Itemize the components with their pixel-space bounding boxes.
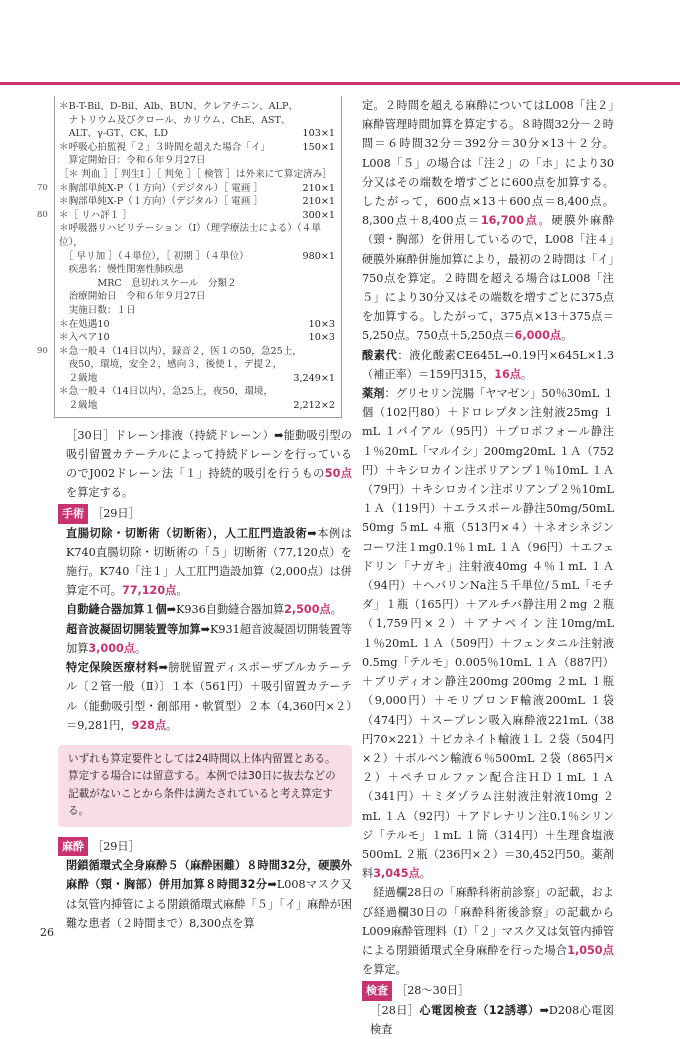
claim-row xyxy=(59,250,335,264)
claim-row-text: 夜50，環境，安全２，感向３，後使１，デ提２， xyxy=(59,359,283,371)
claim-row-text: ＊胸部単純X-P（１方向）（デジタル）［ 電画 ］ xyxy=(59,196,263,208)
surgery-tag: 手術 xyxy=(58,504,88,523)
exam-paragraph: ［28日］心電図検査（12誘導）➡D208心電図検査 xyxy=(370,1003,614,1036)
surgery-paragraph-2: 自動縫合器加算１個➡K936自動縫合器加算2,500点。 xyxy=(66,603,342,617)
claim-row xyxy=(59,331,335,345)
claim-row xyxy=(59,372,335,386)
claim-row xyxy=(59,263,335,277)
claim-row xyxy=(59,168,335,182)
claim-row xyxy=(59,222,335,249)
claim-row-text: ＊胸部単純X-P（１方向）（デジタル）［ 電画 ］ xyxy=(59,182,263,194)
claim-row-text: ＊B-T-Bil、D-Bil、Alb、BUN、クレアチニン、ALP、 xyxy=(59,101,299,112)
claim-row xyxy=(37,345,335,359)
oxygen-paragraph: 酸素代：液化酸素CE645L→0.19円×645L×1.3（補正率）＝159円315，16点。 xyxy=(362,348,614,381)
header-rule xyxy=(0,82,680,85)
claim-row-text: 実施日数：１日 xyxy=(59,304,136,316)
claim-row-text: 疾患名：慢性閉塞性肺疾患 xyxy=(59,264,184,276)
page-number: 26 xyxy=(40,926,54,939)
claim-row xyxy=(59,277,335,291)
claim-row-points xyxy=(331,385,335,399)
claim-row-points: 3,249×1 xyxy=(293,372,335,384)
claim-row-points xyxy=(331,263,335,277)
claim-row-points: 10×3 xyxy=(308,332,335,344)
claim-row xyxy=(59,290,335,304)
claim-row-text: ［＊ 判血 ］［ 判生Ⅰ ］［ 判免 ］［ 検管 ］は外来にて算定済み］ xyxy=(59,168,332,180)
claim-row-text: ２級地 xyxy=(59,400,98,412)
claim-row-text: ＊呼吸心拍監視「２」３時間を超えた場合「イ」 xyxy=(59,141,271,153)
surgery-paragraph-4: 特定保険医療材料➡膀胱留置ディスポーザブルカテーテル〔２管一般（Ⅱ）〕１本（561円）＋吸引留置カテーテル（能動吸引型・創部用・軟質型）２本（4,360円×２）＝9,281円，928点。 xyxy=(66,661,352,732)
claim-row xyxy=(37,209,335,223)
drain-paragraph: ［30日］ドレーン排液（持続ドレーン）➡能動吸引型の吸引留置カテーテルによって持続ドレーンを行っているのでJ002ドレーン法「１」持続的吸引を行うもの50点を算定する。 xyxy=(66,428,352,500)
surgery-section-header: 手術 ［29日］ xyxy=(58,504,352,523)
claim-row-points xyxy=(331,100,335,114)
claim-row-points xyxy=(331,277,335,291)
claim-row xyxy=(59,195,335,209)
claim-row-points xyxy=(331,304,335,318)
claim-row-text: ＊急一般４（14日以内），急25上，夜50，環境， xyxy=(59,386,274,398)
claim-row xyxy=(59,399,335,413)
claim-row-text: MRC 息切れスケール 分類２ xyxy=(59,277,237,289)
claim-row-points: 10×3 xyxy=(308,318,335,330)
exam-tag: 検査 xyxy=(362,981,392,1000)
claim-row-text: 治療開始日 令和６年９月27日 xyxy=(59,291,206,303)
claim-row xyxy=(59,385,335,399)
claim-row xyxy=(59,304,335,318)
claim-row-points xyxy=(331,168,335,182)
surgery-paragraph-1: 直腸切除・切断術（切断術），人工肛門造設術➡本例はK740直腸切除・切断術の「５」切断術（77,120点）を施行。K740「注１」人工肛門造設加算（2,000点）は併算定不可。77,120点。 xyxy=(66,526,352,598)
claim-row-points xyxy=(331,345,335,359)
anesthesia-tag: 麻酔 xyxy=(58,837,88,856)
claim-row-text: ＊［ リハ評１ ］ xyxy=(59,209,132,221)
claim-row-points: 210×1 xyxy=(302,182,335,194)
line-number: 80 xyxy=(37,209,48,220)
claim-row xyxy=(37,182,335,196)
claim-row-points xyxy=(331,154,335,168)
claim-box xyxy=(37,96,342,418)
note-box: いずれも算定要件としては24時間以上体内留置とある。算定する場合には留意する。本例では30日に抜去などの記載がないことから条件は満たされていると考え算定する。 xyxy=(58,745,352,827)
claim-row-points: 103×1 xyxy=(302,128,335,140)
claim-row-text: ２級地 xyxy=(59,372,98,384)
claim-row-text: ＊急一般４（14日以内），録音２，医１の50，急25上， xyxy=(59,345,302,357)
claim-row-text: ALT、γ-GT、CK、LD xyxy=(59,128,168,140)
anesthesia-paragraph: 閉鎖循環式全身麻酔５（麻酔困難）８時間32分，硬膜外麻酔（頸・胸部）併用加算８時間32分➡L008マスク又は気管内挿管による閉鎖循環式麻酔「５」「イ」麻酔が困難な患者（２時間まで）8,300点を算 xyxy=(66,859,352,930)
claim-row-points xyxy=(331,290,335,304)
claim-row-text: 算定開始日：令和６年９月27日 xyxy=(59,155,206,167)
claim-row xyxy=(59,154,335,168)
claim-row-text: ＊在処遇10 xyxy=(59,318,110,330)
claim-row xyxy=(59,100,335,114)
claim-row-points: 300×1 xyxy=(302,209,335,221)
claim-row-text: ［ 早リ加 ］（４単位），［ 初期 ］（４単位） xyxy=(59,250,249,262)
claim-row-points xyxy=(331,358,335,372)
exam-section-header: 検査 ［28〜30日］ xyxy=(362,981,614,1000)
claim-row-points: 210×1 xyxy=(302,196,335,208)
claim-row-text: ＊呼吸器リハビリテーション（Ⅰ）（理学療法士による）（４単位）， xyxy=(59,223,321,248)
drug-paragraph: 薬剤：グリセリン浣腸「ヤマゼン」50％30mL １個（102円80）＋ドロレプタン注射液25mg １mL １バイアル（95円）＋プロポフォール静注１％20mL「マルイシ」200mg20mL １Ａ（752円）＋キシロカイン注ポリアンプ１％10mL １Ａ（79円）＋キシロカイン注ポリアンプ２％10mL １Ａ（119円）＋エラスポール静注50mg/50mL 50mg ５mL ４瓶（513円×４）＋ネオシネジンコーワ注１mg0.1％１mL １Ａ（96円）＋エフェドリン「ナガキ」注射液40mg ４％１mL １Ａ（94円）＋ヘパリンNa注５千単位/５mL「モチダ」１瓶（165円）＋アルチバ静注用２mg ２瓶（1,759円×２）＋アナペイン注10mg/mL １％20mL １Ａ（509円）＋フェンタニル注射液0.5mg「テルモ」0.005％10mL １Ａ（887円）＋ブリディオン静注200mg 200mg ２mL １瓶（9,000円）＋モリプロンF輸液200mL １袋（474円）＋スープレン吸入麻酔液221mL（38円70×221）＋ビカネイト輸液１Ｌ ２袋（504円×２）＋ボルベン輸液６％500mL ２袋（865円×２）＋ペチロルファン配合注ＨＤ１mL １Ａ（341円）＋ミダゾラム注射液注射液10mg ２mL １Ａ（92円）＋アドレナリン注0.1％シリンジ「テルモ」１mL １筒（314円）＋生理食塩液500mL ２瓶（236円×２）＝30,452円50。薬剤料3,045点。 xyxy=(362,387,614,881)
claim-row-points xyxy=(331,114,335,128)
claim-row xyxy=(59,358,335,372)
claim-row-points xyxy=(331,222,335,249)
management-paragraph: 経過欄28日の「麻酔科術前診察」の記載，および経過欄30日の「麻酔科術後診察」の記載からL009麻酔管理料（Ⅰ）「２」マスク又は気管内挿管による閉鎖循環式全身麻酔を行った場合1,050点を算定。 xyxy=(362,886,614,977)
claim-row-points: 2,212×2 xyxy=(293,400,335,412)
anesthesia-continued: 定。２時間を超える麻酔についてはL008「注２」麻酔管理時間加算を算定する。８時間32分－２時間＝６時間32分＝392分＝30分×13＋２分。L008「５」の場合は「注２」の「ホ」により30分又はその端数を増すごとに600点を加算する。したがって，600点×13＋600点＝8,400点。8,300点＋8,400点＝16,700点。硬膜外麻酔（頸・胸部）を併用しているので，L008「注４」硬膜外麻酔併施加算により，最初の２時間は「イ」750点を算定。２時間を超える場合はL008「注５」により30分又はその端数を増すごとに375点を加算する。したがって，375点×13＋375点＝5,250点。750点＋5,250点＝6,000点。 xyxy=(362,99,614,343)
anesthesia-section-header: 麻酔 ［29日］ xyxy=(58,837,352,856)
line-number: 90 xyxy=(37,345,48,356)
surgery-paragraph-3: 超音波凝固切開装置等加算➡K931超音波凝固切開装置等加算3,000点。 xyxy=(66,622,352,655)
claim-row xyxy=(59,114,335,128)
claim-row-points: 980×1 xyxy=(302,250,335,262)
claim-row-text: ナトリウム及びクロール、カリウム、ChE、AST、 xyxy=(59,114,291,126)
line-number: 70 xyxy=(37,182,48,193)
claim-row-text: ＊入ペア10 xyxy=(59,332,110,344)
claim-row-points: 150×1 xyxy=(302,141,335,153)
right-column xyxy=(362,96,614,1039)
claim-row xyxy=(59,127,335,141)
claim-row xyxy=(59,318,335,332)
claim-row xyxy=(59,141,335,155)
